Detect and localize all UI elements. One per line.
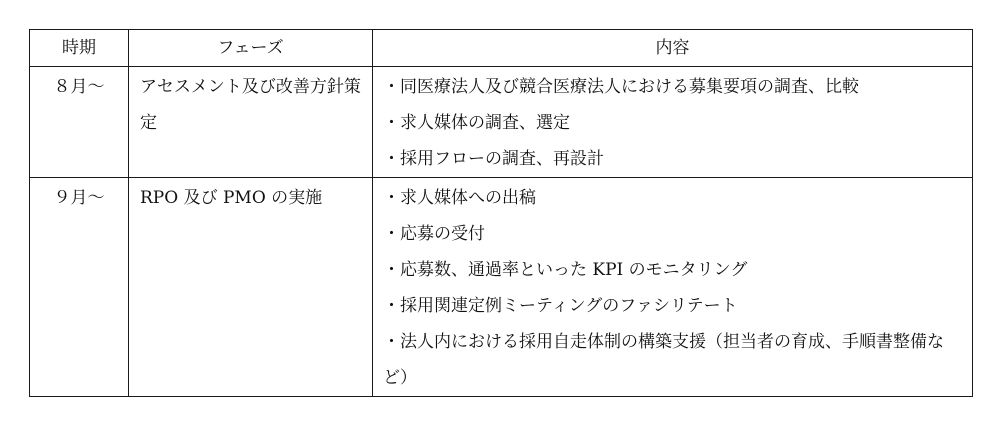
phase-cell: RPO 及び PMO の実施 (129, 178, 373, 397)
period-cell: ８月～ (30, 67, 129, 178)
content-item: ・同医療法人及び競合医療法人における募集要項の調査、比較 (383, 77, 859, 97)
schedule-table (29, 29, 973, 397)
content-item: ・求人媒体への出稿 (383, 188, 536, 208)
content-item: ・採用フローの調査、再設計 (383, 149, 604, 169)
period-cell: ９月～ (30, 178, 129, 397)
content-item: ・法人内における採用自走体制の構築支援（担当者の育成、手順書整備など） (383, 332, 944, 388)
content-cell (373, 178, 973, 397)
content-item: ・応募数、通過率といった KPI のモニタリング (383, 260, 748, 280)
table-row (30, 178, 973, 397)
content-cell (373, 67, 973, 178)
content-item: ・応募の受付 (383, 224, 485, 244)
header-phase: フェーズ (129, 30, 373, 67)
header-period: 時期 (30, 30, 129, 67)
table-row (30, 67, 973, 178)
schedule-table-container (29, 29, 972, 397)
content-item: ・採用関連定例ミーティングのファシリテート (383, 296, 738, 316)
content-item: ・求人媒体の調査、選定 (383, 113, 570, 133)
phase-cell: アセスメント及び改善方針策定 (129, 67, 373, 178)
table-header-row (30, 30, 973, 67)
header-content: 内容 (373, 30, 973, 67)
